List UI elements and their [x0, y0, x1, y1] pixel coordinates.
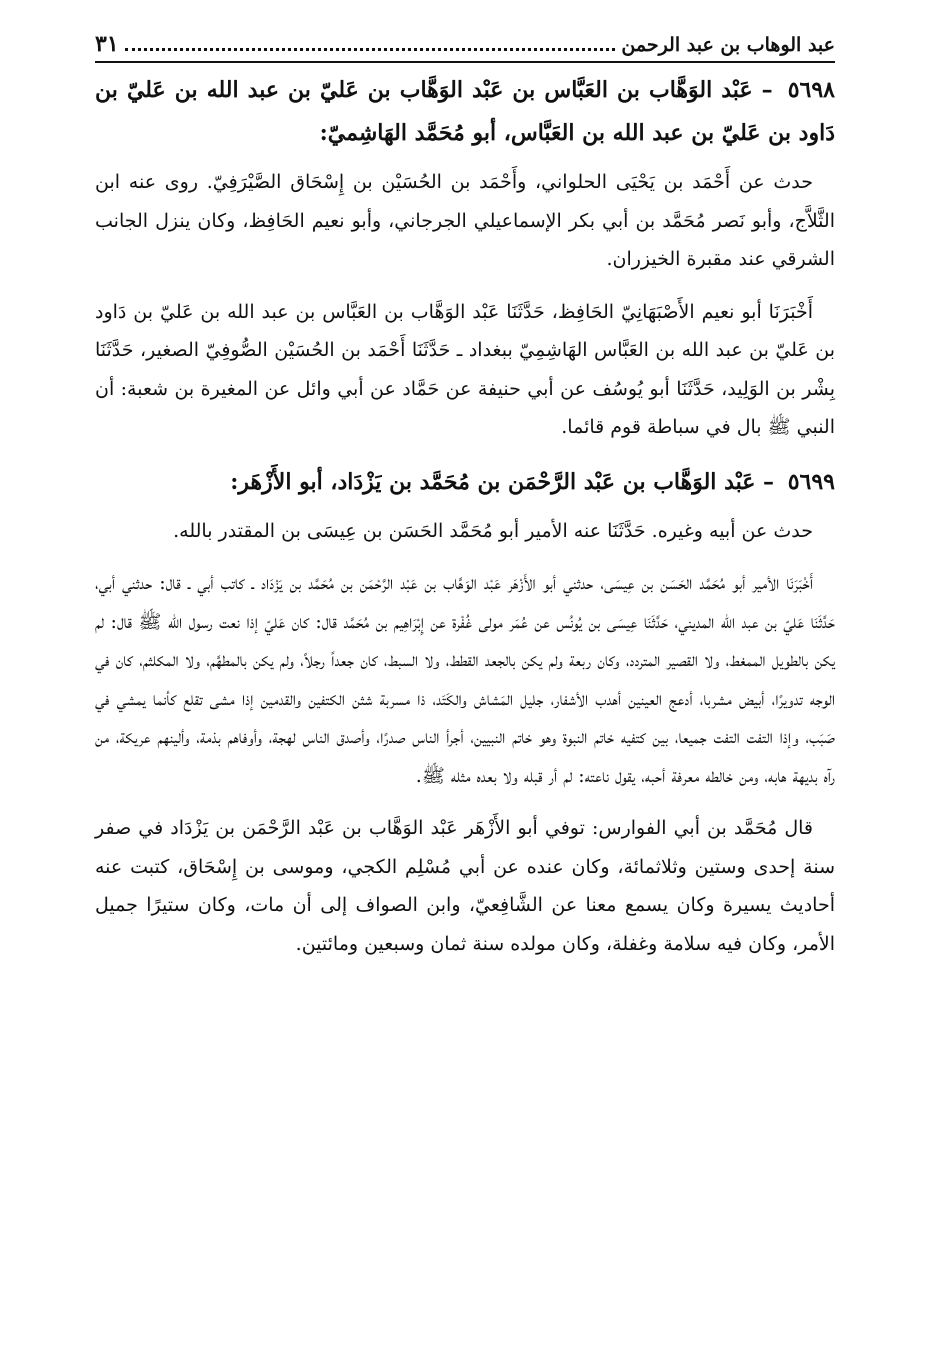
- entry-paragraph: حدث عن أَحْمَد بن يَحْيَى الحلواني، وأَحْمَد بن الحُسَيْن بن إِسْحَاق الصَّيْرَفِيّ. روى عنه ابن الثَّلاَّج، وأبو نَصر مُحَمَّد بن أبي بكر الإسماعيلي الجرجاني، وأبو نعيم الحَافِظ، وكان ينزل الجانب الشرقي عند مقبرة الخيزران.: [95, 171, 835, 270]
- entry-paragraph: قال مُحَمَّد بن أبي الفوارس: توفي أبو الأَزْهَر عَبْد الوَهَّاب بن عَبْد الرَّحْمَن بن يَزْدَاد في صفر سنة إحدى وستين وثلاثمائة، وكان عنده عن أبي مُسْلِم الكجي، وموسى بن إِسْحَاق، كتبت عنه أحاديث يسيرة وكان يسمع معنا عن الشَّافِعيّ، وابن الصواف إلى أن مات، وكان ستيرًا جميل الأمر، وكان فيه سلامة وغفلة، وكان مولده سنة ثمان وسبعين ومائتين.: [95, 817, 835, 955]
- entry-paragraph: أَخْبَرَنَا أبو نعيم الأَصْبَهَانِيّ الحَافِظ، حَدَّثَنَا عَبْد الوَهَّاب بن العَبَّاس بن عبد الله بن عَليّ بن دَاود بن عَليّ بن عبد الله بن العَبَّاس الهَاشِمِيّ ببغداد ـ حَدَّثَنَا أَحْمَد بن الحُسَيْن الصُّوفِيّ الصغير، حَدَّثَنَا بِشْر بن الوَلِيد، حَدَّثَنَا أبو يُوسُف عن أبي حنيفة عن حَمَّاد عن أبي وائل عن المغيرة بن شعبة: أن النبي ﷺ بال في سباطة قوم قائما.: [95, 300, 835, 438]
- entry-title: – عَبْد الوَهَّاب بن عَبْد الرَّحْمَن بن مُحَمَّد بن يَزْدَاد، أبو الأَزْهَر:: [230, 468, 775, 495]
- entry-paragraph: أَخْبَرَنَا الأمير أبو مُحَمَّد الحَسَن بن عِيسَى، حدثني أبو الأَزْهَر عَبْد الوَهَّاب بن عَبْد الرَّحْمَن بن مُحَمَّد بن يَزْدَاد ـ كاتب أبي ـ قال: حدثني أبي، حَدَّثَنَا عَليّ بن عبد الله المديني، حَدَّثَنَا عِيسَى بن يُونُس عن عُمَر مولى غُفْرة عن إِبْرَاهِيم بن مُحَمَّد قال: كان عَليّ إذا نعت رسول الله ﷺ قال: لم يكن بالطويل الممغط، ولا القصير المتردد، وكان ربعة ولم يكن بالجعد القطط، ولا السبط، كان جعداً رجلاً، ولم يكن بالمطهَّم، ولا المكلثم، كان في الوجه تدويرًا، أبيض مشربا، أدعج العينين أهدب الأشفار، جليل المَشاش والكَتَد، ذا مسربة شثن الكتفين والقدمين إذا مشى تقلع كأنما يمشي في صَبَب، وإذا التفت التفت جميعا، بين كتفيه خاتم النبوة وهو خاتم النبيين، أجرأ الناس صدرًا، وأصدق الناس لهجة، وأوفاهم بذمة، وألينهم عريكة، من رآه بديهة هابه، ومن خالطه معرفة أحبه، يقول ناعته: لم أر قبله ولا بعده مثله ﷺ.: [95, 572, 835, 787]
- running-header: [95, 30, 835, 59]
- entry-number: ٥٦٩٨: [787, 77, 835, 103]
- book-page: [95, 30, 835, 977]
- header-dot-leader: [125, 48, 616, 51]
- page-number: ٣١: [95, 31, 119, 57]
- entry-heading-5698: [95, 69, 835, 155]
- header-rule: [95, 61, 835, 63]
- entry-title: – عَبْد الوَهَّاب بن العَبَّاس بن عَبْد الوَهَّاب بن عَليّ بن عبد الله بن عَليّ بن دَاود بن عَليّ بن عبد الله بن العَبَّاس، أبو مُحَمَّد الهَاشِميّ:: [95, 77, 835, 146]
- entry-heading-5699: [95, 461, 835, 504]
- running-header-title: عبد الوهاب بن عبد الرحمن: [621, 34, 835, 56]
- entry-number: ٥٦٩٩: [787, 468, 835, 495]
- entry-paragraph: حدث عن أبيه وغيره. حَدَّثَنَا عنه الأمير أبو مُحَمَّد الحَسَن بن عِيسَى بن المقتدر بالله.: [173, 519, 813, 542]
